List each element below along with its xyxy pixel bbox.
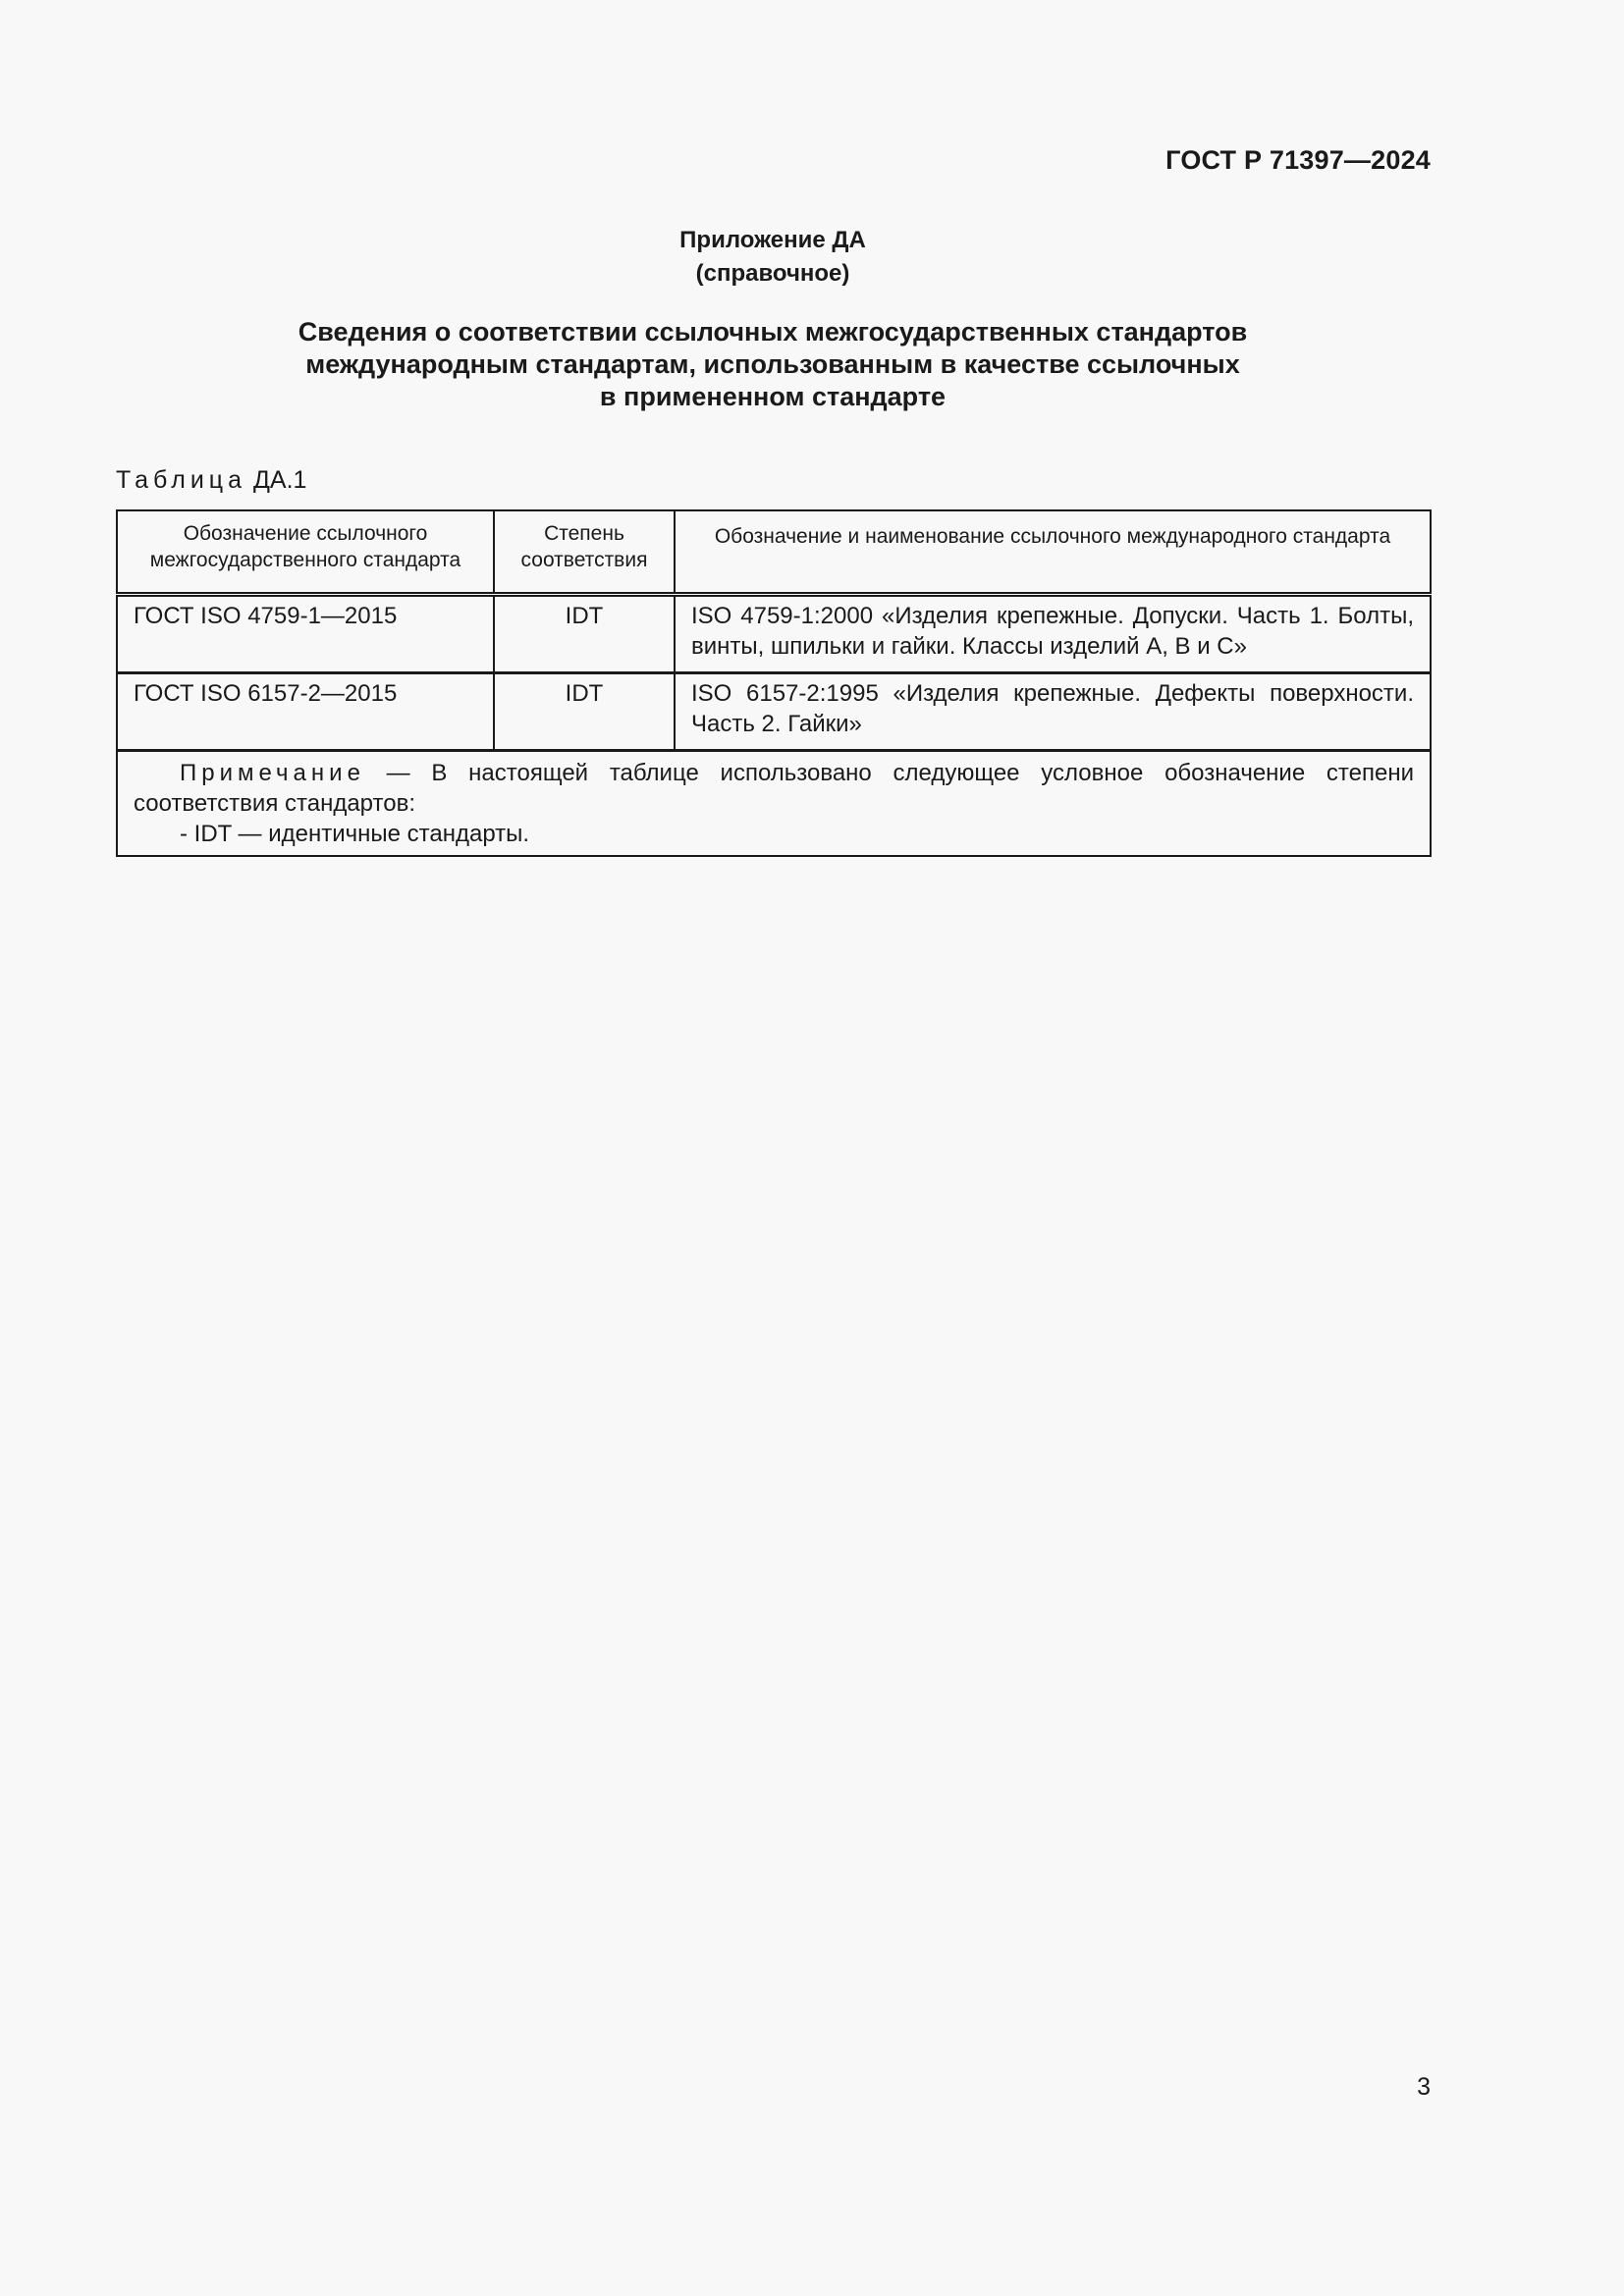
appendix-title-line: в примененном стандарте xyxy=(599,382,947,411)
appendix-title-line: международным стандартам, использованным в качестве ссылочных xyxy=(305,349,1240,379)
document-code: ГОСТ Р 71397—2024 xyxy=(1165,145,1431,175)
note-bullet: - IDT — идентичные стандарты. xyxy=(180,821,530,847)
table-caption-number: ДА.1 xyxy=(252,466,307,494)
appendix-title xyxy=(116,316,1430,413)
appendix-heading xyxy=(116,224,1430,291)
table-row xyxy=(117,673,1431,751)
table-caption-word: Таблица xyxy=(116,466,247,494)
note-label: Примечание xyxy=(180,760,365,786)
cell-degree: IDT xyxy=(494,595,675,673)
table-header-row xyxy=(117,510,1431,595)
header-international: Обозначение и наименование ссылочного международного стандарта xyxy=(675,510,1431,595)
standards-table xyxy=(116,509,1432,857)
appendix-type: (справочное) xyxy=(695,260,850,287)
cell-degree: IDT xyxy=(494,673,675,751)
header-degree: Степень соответствия xyxy=(494,510,675,595)
cell-designation: ГОСТ ISO 4759-1—2015 xyxy=(117,595,494,673)
note-text: — В настоящей таблице использовано следующее условное обозначение степени соответствия стандартов: xyxy=(134,760,1414,817)
cell-international: ISO 6157-2:1995 «Изделия крепежные. Дефекты поверхности. Часть 2. Гайки» xyxy=(675,673,1431,751)
table-row xyxy=(117,595,1431,673)
cell-international: ISO 4759-1:2000 «Изделия крепежные. Допуски. Часть 1. Болты, винты, шпильки и гайки. Классы изделий А, В и С» xyxy=(675,595,1431,673)
table-note xyxy=(117,751,1431,857)
page-number: 3 xyxy=(1417,2073,1431,2101)
note-paragraph xyxy=(134,758,1414,819)
header-designation: Обозначение ссылочного межгосударственного стандарта xyxy=(117,510,494,595)
table-note-row xyxy=(117,751,1431,857)
appendix-title-line: Сведения о соответствии ссылочных межгосударственных стандартов xyxy=(298,317,1248,347)
appendix-label: Приложение ДА xyxy=(679,227,866,253)
table-caption xyxy=(116,466,306,495)
cell-designation: ГОСТ ISO 6157-2—2015 xyxy=(117,673,494,751)
